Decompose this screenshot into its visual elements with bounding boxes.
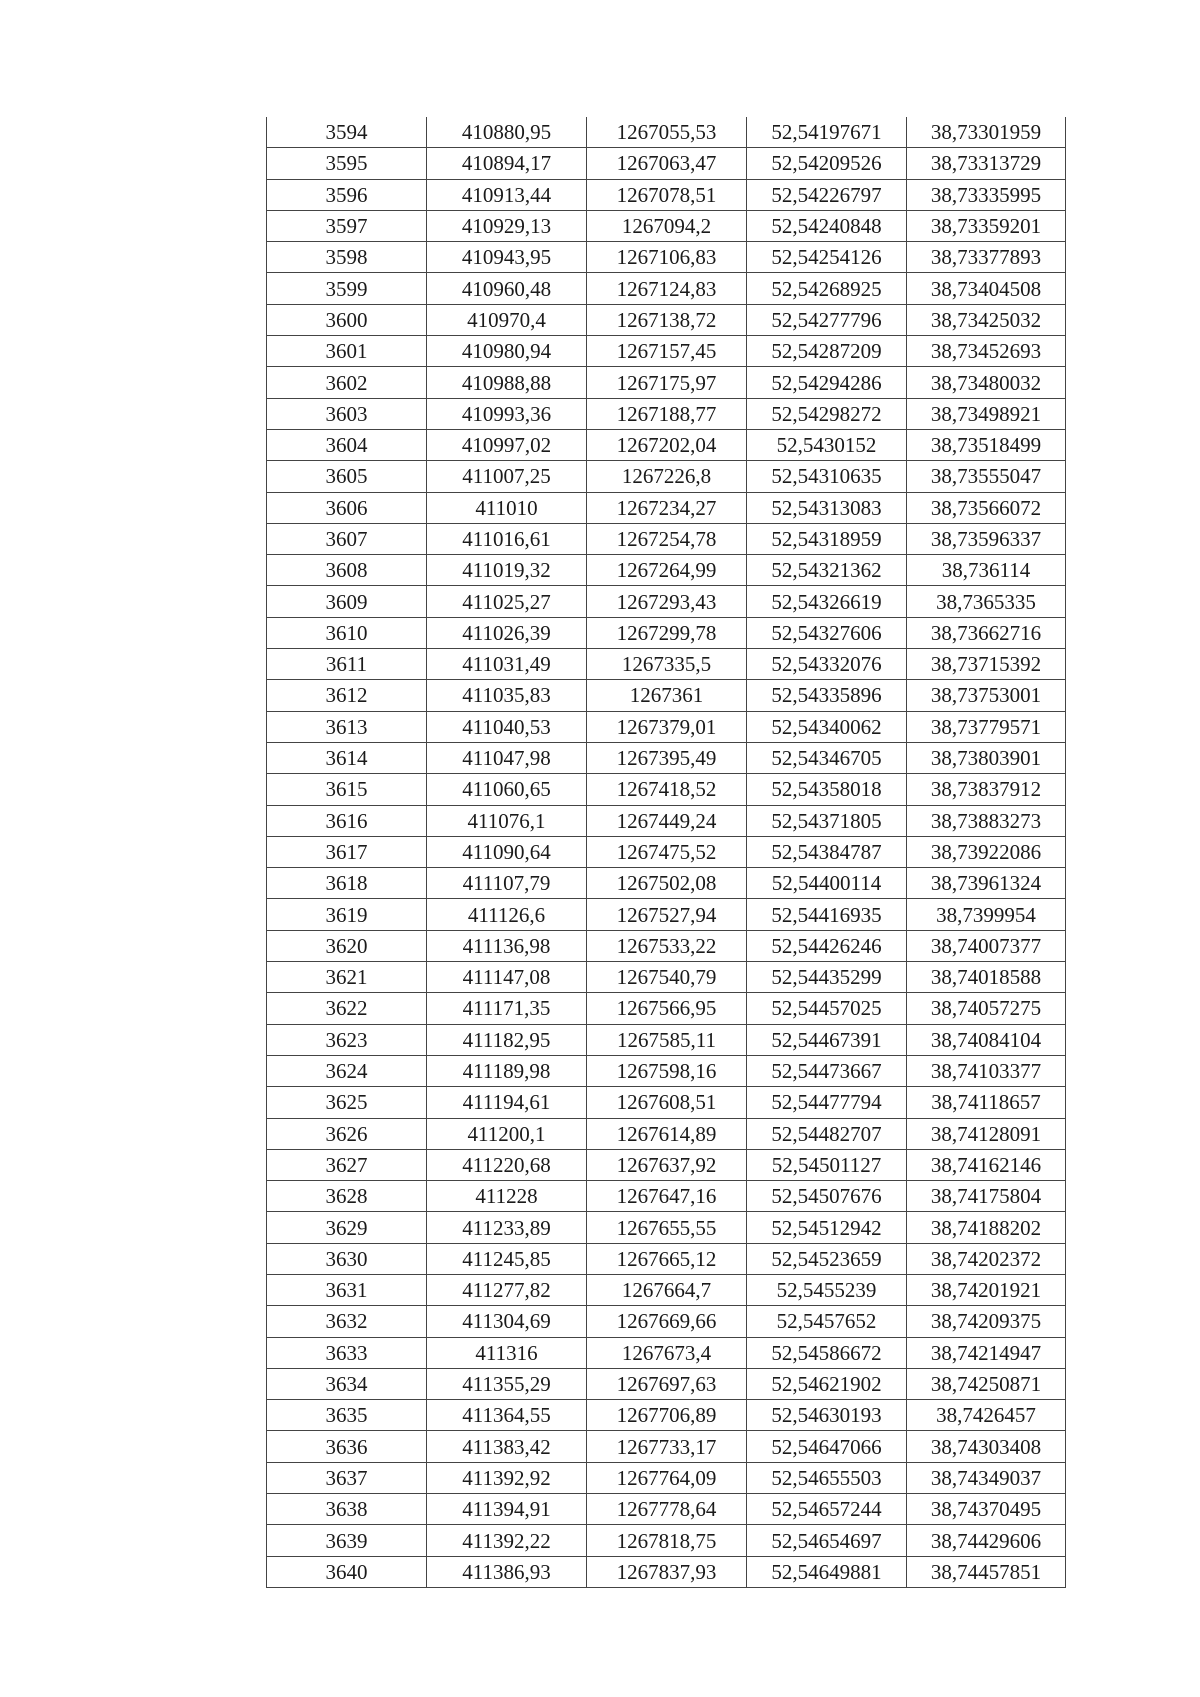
longitude-cell: 38,74128091 [907, 1118, 1066, 1149]
table-row [267, 398, 1066, 429]
point-number-cell: 3610 [267, 617, 427, 648]
y-coordinate-cell: 1267566,95 [587, 993, 747, 1024]
point-number-cell: 3619 [267, 899, 427, 930]
latitude-cell: 52,54346705 [747, 742, 907, 773]
point-number-cell: 3597 [267, 210, 427, 241]
y-coordinate-cell: 1267614,89 [587, 1118, 747, 1149]
point-number-cell: 3634 [267, 1368, 427, 1399]
table-row [267, 304, 1066, 335]
y-coordinate-cell: 1267585,11 [587, 1024, 747, 1055]
latitude-cell: 52,54340062 [747, 711, 907, 742]
x-coordinate-cell: 411126,6 [427, 899, 587, 930]
x-coordinate-cell: 411392,92 [427, 1462, 587, 1493]
table-row [267, 1306, 1066, 1337]
longitude-cell: 38,74214947 [907, 1337, 1066, 1368]
y-coordinate-cell: 1267175,97 [587, 367, 747, 398]
table-row [267, 1055, 1066, 1086]
x-coordinate-cell: 410960,48 [427, 273, 587, 304]
longitude-cell: 38,73452693 [907, 336, 1066, 367]
latitude-cell: 52,54268925 [747, 273, 907, 304]
latitude-cell: 52,54226797 [747, 179, 907, 210]
latitude-cell: 52,5455239 [747, 1274, 907, 1305]
table-row [267, 1087, 1066, 1118]
point-number-cell: 3604 [267, 429, 427, 460]
point-number-cell: 3603 [267, 398, 427, 429]
point-number-cell: 3625 [267, 1087, 427, 1118]
x-coordinate-cell: 411060,65 [427, 774, 587, 805]
latitude-cell: 52,54287209 [747, 336, 907, 367]
latitude-cell: 52,54326619 [747, 586, 907, 617]
point-number-cell: 3629 [267, 1212, 427, 1243]
x-coordinate-cell: 411016,61 [427, 523, 587, 554]
point-number-cell: 3594 [267, 117, 427, 148]
table-row [267, 117, 1066, 148]
latitude-cell: 52,54507676 [747, 1181, 907, 1212]
latitude-cell: 52,54335896 [747, 680, 907, 711]
latitude-cell: 52,54477794 [747, 1087, 907, 1118]
latitude-cell: 52,54254126 [747, 242, 907, 273]
point-number-cell: 3640 [267, 1556, 427, 1587]
table-row [267, 1494, 1066, 1525]
table-row [267, 962, 1066, 993]
table-row [267, 586, 1066, 617]
x-coordinate-cell: 411019,32 [427, 555, 587, 586]
table-row [267, 1337, 1066, 1368]
y-coordinate-cell: 1267733,17 [587, 1431, 747, 1462]
latitude-cell: 52,54457025 [747, 993, 907, 1024]
y-coordinate-cell: 1267637,92 [587, 1149, 747, 1180]
x-coordinate-cell: 411107,79 [427, 868, 587, 899]
x-coordinate-cell: 411026,39 [427, 617, 587, 648]
x-coordinate-cell: 411200,1 [427, 1118, 587, 1149]
longitude-cell: 38,74103377 [907, 1055, 1066, 1086]
x-coordinate-cell: 410993,36 [427, 398, 587, 429]
point-number-cell: 3611 [267, 649, 427, 680]
table-row [267, 210, 1066, 241]
longitude-cell: 38,73313729 [907, 148, 1066, 179]
point-number-cell: 3602 [267, 367, 427, 398]
latitude-cell: 52,54371805 [747, 805, 907, 836]
latitude-cell: 52,54482707 [747, 1118, 907, 1149]
longitude-cell: 38,73335995 [907, 179, 1066, 210]
latitude-cell: 52,54647066 [747, 1431, 907, 1462]
x-coordinate-cell: 411076,1 [427, 805, 587, 836]
latitude-cell: 52,54630193 [747, 1400, 907, 1431]
table-row [267, 680, 1066, 711]
table-row [267, 179, 1066, 210]
longitude-cell: 38,74370495 [907, 1494, 1066, 1525]
x-coordinate-cell: 411007,25 [427, 461, 587, 492]
point-number-cell: 3596 [267, 179, 427, 210]
latitude-cell: 52,54298272 [747, 398, 907, 429]
table-row [267, 461, 1066, 492]
x-coordinate-cell: 411233,89 [427, 1212, 587, 1243]
longitude-cell: 38,73779571 [907, 711, 1066, 742]
point-number-cell: 3624 [267, 1055, 427, 1086]
table-row [267, 1181, 1066, 1212]
point-number-cell: 3618 [267, 868, 427, 899]
longitude-cell: 38,73498921 [907, 398, 1066, 429]
x-coordinate-cell: 410880,95 [427, 117, 587, 148]
latitude-cell: 52,54197671 [747, 117, 907, 148]
point-number-cell: 3635 [267, 1400, 427, 1431]
latitude-cell: 52,54318959 [747, 523, 907, 554]
longitude-cell: 38,73404508 [907, 273, 1066, 304]
y-coordinate-cell: 1267335,5 [587, 649, 747, 680]
x-coordinate-cell: 411047,98 [427, 742, 587, 773]
latitude-cell: 52,5430152 [747, 429, 907, 460]
y-coordinate-cell: 1267361 [587, 680, 747, 711]
point-number-cell: 3595 [267, 148, 427, 179]
y-coordinate-cell: 1267254,78 [587, 523, 747, 554]
x-coordinate-cell: 411394,91 [427, 1494, 587, 1525]
y-coordinate-cell: 1267188,77 [587, 398, 747, 429]
point-number-cell: 3600 [267, 304, 427, 335]
table-row [267, 492, 1066, 523]
longitude-cell: 38,73377893 [907, 242, 1066, 273]
longitude-cell: 38,7399954 [907, 899, 1066, 930]
point-number-cell: 3628 [267, 1181, 427, 1212]
x-coordinate-cell: 411383,42 [427, 1431, 587, 1462]
point-number-cell: 3615 [267, 774, 427, 805]
x-coordinate-cell: 410943,95 [427, 242, 587, 273]
longitude-cell: 38,73922086 [907, 836, 1066, 867]
table-row [267, 1024, 1066, 1055]
point-number-cell: 3623 [267, 1024, 427, 1055]
longitude-cell: 38,74303408 [907, 1431, 1066, 1462]
latitude-cell: 52,54321362 [747, 555, 907, 586]
table-row [267, 836, 1066, 867]
table-row [267, 711, 1066, 742]
latitude-cell: 52,54310635 [747, 461, 907, 492]
y-coordinate-cell: 1267818,75 [587, 1525, 747, 1556]
y-coordinate-cell: 1267078,51 [587, 179, 747, 210]
y-coordinate-cell: 1267264,99 [587, 555, 747, 586]
longitude-cell: 38,74057275 [907, 993, 1066, 1024]
point-number-cell: 3606 [267, 492, 427, 523]
x-coordinate-cell: 411010 [427, 492, 587, 523]
table-row [267, 1212, 1066, 1243]
table-row [267, 242, 1066, 273]
longitude-cell: 38,74349037 [907, 1462, 1066, 1493]
table-row [267, 1368, 1066, 1399]
table-row [267, 1149, 1066, 1180]
y-coordinate-cell: 1267063,47 [587, 148, 747, 179]
x-coordinate-cell: 411136,98 [427, 930, 587, 961]
y-coordinate-cell: 1267669,66 [587, 1306, 747, 1337]
longitude-cell: 38,74202372 [907, 1243, 1066, 1274]
longitude-cell: 38,73837912 [907, 774, 1066, 805]
latitude-cell: 52,54657244 [747, 1494, 907, 1525]
table-row [267, 336, 1066, 367]
point-number-cell: 3632 [267, 1306, 427, 1337]
table-row [267, 429, 1066, 460]
latitude-cell: 52,54621902 [747, 1368, 907, 1399]
point-number-cell: 3622 [267, 993, 427, 1024]
x-coordinate-cell: 410929,13 [427, 210, 587, 241]
y-coordinate-cell: 1267138,72 [587, 304, 747, 335]
longitude-cell: 38,74188202 [907, 1212, 1066, 1243]
latitude-cell: 52,54649881 [747, 1556, 907, 1587]
y-coordinate-cell: 1267673,4 [587, 1337, 747, 1368]
table-row [267, 367, 1066, 398]
latitude-cell: 52,54332076 [747, 649, 907, 680]
longitude-cell: 38,74007377 [907, 930, 1066, 961]
y-coordinate-cell: 1267533,22 [587, 930, 747, 961]
latitude-cell: 52,54209526 [747, 148, 907, 179]
point-number-cell: 3621 [267, 962, 427, 993]
y-coordinate-cell: 1267449,24 [587, 805, 747, 836]
x-coordinate-cell: 411147,08 [427, 962, 587, 993]
latitude-cell: 52,54655503 [747, 1462, 907, 1493]
latitude-cell: 52,54416935 [747, 899, 907, 930]
longitude-cell: 38,73715392 [907, 649, 1066, 680]
table-row [267, 617, 1066, 648]
latitude-cell: 52,54467391 [747, 1024, 907, 1055]
y-coordinate-cell: 1267697,63 [587, 1368, 747, 1399]
x-coordinate-cell: 410988,88 [427, 367, 587, 398]
longitude-cell: 38,74084104 [907, 1024, 1066, 1055]
latitude-cell: 52,54586672 [747, 1337, 907, 1368]
y-coordinate-cell: 1267540,79 [587, 962, 747, 993]
longitude-cell: 38,73662716 [907, 617, 1066, 648]
table-row [267, 1118, 1066, 1149]
latitude-cell: 52,54501127 [747, 1149, 907, 1180]
longitude-cell: 38,73803901 [907, 742, 1066, 773]
y-coordinate-cell: 1267837,93 [587, 1556, 747, 1587]
point-number-cell: 3598 [267, 242, 427, 273]
x-coordinate-cell: 411040,53 [427, 711, 587, 742]
longitude-cell: 38,74201921 [907, 1274, 1066, 1305]
table-row [267, 1556, 1066, 1587]
point-number-cell: 3614 [267, 742, 427, 773]
longitude-cell: 38,73480032 [907, 367, 1066, 398]
longitude-cell: 38,7426457 [907, 1400, 1066, 1431]
longitude-cell: 38,73961324 [907, 868, 1066, 899]
latitude-cell: 52,54523659 [747, 1243, 907, 1274]
y-coordinate-cell: 1267157,45 [587, 336, 747, 367]
table-row [267, 1400, 1066, 1431]
point-number-cell: 3605 [267, 461, 427, 492]
x-coordinate-cell: 411090,64 [427, 836, 587, 867]
x-coordinate-cell: 411355,29 [427, 1368, 587, 1399]
point-number-cell: 3633 [267, 1337, 427, 1368]
y-coordinate-cell: 1267293,43 [587, 586, 747, 617]
table-row [267, 1525, 1066, 1556]
longitude-cell: 38,736114 [907, 555, 1066, 586]
x-coordinate-cell: 411194,61 [427, 1087, 587, 1118]
longitude-cell: 38,73555047 [907, 461, 1066, 492]
table-row [267, 555, 1066, 586]
table-row [267, 774, 1066, 805]
longitude-cell: 38,74429606 [907, 1525, 1066, 1556]
x-coordinate-cell: 411189,98 [427, 1055, 587, 1086]
longitude-cell: 38,74118657 [907, 1087, 1066, 1118]
latitude-cell: 52,54473667 [747, 1055, 907, 1086]
table-row [267, 868, 1066, 899]
point-number-cell: 3608 [267, 555, 427, 586]
longitude-cell: 38,73301959 [907, 117, 1066, 148]
latitude-cell: 52,54384787 [747, 836, 907, 867]
point-number-cell: 3601 [267, 336, 427, 367]
x-coordinate-cell: 411228 [427, 1181, 587, 1212]
latitude-cell: 52,54277796 [747, 304, 907, 335]
x-coordinate-cell: 411277,82 [427, 1274, 587, 1305]
table-row [267, 993, 1066, 1024]
point-number-cell: 3637 [267, 1462, 427, 1493]
latitude-cell: 52,54400114 [747, 868, 907, 899]
longitude-cell: 38,73425032 [907, 304, 1066, 335]
point-number-cell: 3617 [267, 836, 427, 867]
y-coordinate-cell: 1267299,78 [587, 617, 747, 648]
y-coordinate-cell: 1267647,16 [587, 1181, 747, 1212]
y-coordinate-cell: 1267475,52 [587, 836, 747, 867]
point-number-cell: 3616 [267, 805, 427, 836]
x-coordinate-cell: 411171,35 [427, 993, 587, 1024]
longitude-cell: 38,73566072 [907, 492, 1066, 523]
x-coordinate-cell: 411392,22 [427, 1525, 587, 1556]
point-number-cell: 3631 [267, 1274, 427, 1305]
x-coordinate-cell: 411386,93 [427, 1556, 587, 1587]
point-number-cell: 3620 [267, 930, 427, 961]
x-coordinate-cell: 410913,44 [427, 179, 587, 210]
latitude-cell: 52,5457652 [747, 1306, 907, 1337]
table-row [267, 148, 1066, 179]
point-number-cell: 3627 [267, 1149, 427, 1180]
point-number-cell: 3626 [267, 1118, 427, 1149]
latitude-cell: 52,54654697 [747, 1525, 907, 1556]
latitude-cell: 52,54426246 [747, 930, 907, 961]
y-coordinate-cell: 1267665,12 [587, 1243, 747, 1274]
x-coordinate-cell: 410894,17 [427, 148, 587, 179]
longitude-cell: 38,73596337 [907, 523, 1066, 554]
table-row [267, 1431, 1066, 1462]
longitude-cell: 38,74209375 [907, 1306, 1066, 1337]
point-number-cell: 3599 [267, 273, 427, 304]
latitude-cell: 52,54512942 [747, 1212, 907, 1243]
table-row [267, 649, 1066, 680]
latitude-cell: 52,54358018 [747, 774, 907, 805]
x-coordinate-cell: 411031,49 [427, 649, 587, 680]
y-coordinate-cell: 1267202,04 [587, 429, 747, 460]
table-row [267, 1274, 1066, 1305]
table-row [267, 805, 1066, 836]
x-coordinate-cell: 411182,95 [427, 1024, 587, 1055]
longitude-cell: 38,73359201 [907, 210, 1066, 241]
point-number-cell: 3638 [267, 1494, 427, 1525]
x-coordinate-cell: 411025,27 [427, 586, 587, 617]
y-coordinate-cell: 1267764,09 [587, 1462, 747, 1493]
table-row [267, 1243, 1066, 1274]
table-row [267, 899, 1066, 930]
point-number-cell: 3636 [267, 1431, 427, 1462]
point-number-cell: 3630 [267, 1243, 427, 1274]
longitude-cell: 38,74250871 [907, 1368, 1066, 1399]
y-coordinate-cell: 1267395,49 [587, 742, 747, 773]
table-row [267, 742, 1066, 773]
coordinates-table-body [267, 117, 1066, 1587]
point-number-cell: 3609 [267, 586, 427, 617]
x-coordinate-cell: 411364,55 [427, 1400, 587, 1431]
longitude-cell: 38,7365335 [907, 586, 1066, 617]
point-number-cell: 3607 [267, 523, 427, 554]
longitude-cell: 38,73883273 [907, 805, 1066, 836]
y-coordinate-cell: 1267124,83 [587, 273, 747, 304]
y-coordinate-cell: 1267778,64 [587, 1494, 747, 1525]
y-coordinate-cell: 1267106,83 [587, 242, 747, 273]
y-coordinate-cell: 1267418,52 [587, 774, 747, 805]
y-coordinate-cell: 1267234,27 [587, 492, 747, 523]
x-coordinate-cell: 410980,94 [427, 336, 587, 367]
longitude-cell: 38,74018588 [907, 962, 1066, 993]
table-row [267, 1462, 1066, 1493]
point-number-cell: 3612 [267, 680, 427, 711]
latitude-cell: 52,54435299 [747, 962, 907, 993]
y-coordinate-cell: 1267608,51 [587, 1087, 747, 1118]
longitude-cell: 38,73518499 [907, 429, 1066, 460]
x-coordinate-cell: 410997,02 [427, 429, 587, 460]
y-coordinate-cell: 1267598,16 [587, 1055, 747, 1086]
latitude-cell: 52,54313083 [747, 492, 907, 523]
latitude-cell: 52,54294286 [747, 367, 907, 398]
x-coordinate-cell: 411220,68 [427, 1149, 587, 1180]
table-row [267, 930, 1066, 961]
y-coordinate-cell: 1267527,94 [587, 899, 747, 930]
y-coordinate-cell: 1267664,7 [587, 1274, 747, 1305]
point-number-cell: 3613 [267, 711, 427, 742]
x-coordinate-cell: 411035,83 [427, 680, 587, 711]
point-number-cell: 3639 [267, 1525, 427, 1556]
y-coordinate-cell: 1267226,8 [587, 461, 747, 492]
y-coordinate-cell: 1267502,08 [587, 868, 747, 899]
y-coordinate-cell: 1267379,01 [587, 711, 747, 742]
y-coordinate-cell: 1267706,89 [587, 1400, 747, 1431]
coordinates-table [266, 117, 1066, 1588]
longitude-cell: 38,74162146 [907, 1149, 1066, 1180]
x-coordinate-cell: 410970,4 [427, 304, 587, 335]
table-row [267, 273, 1066, 304]
longitude-cell: 38,73753001 [907, 680, 1066, 711]
x-coordinate-cell: 411304,69 [427, 1306, 587, 1337]
latitude-cell: 52,54327606 [747, 617, 907, 648]
y-coordinate-cell: 1267655,55 [587, 1212, 747, 1243]
x-coordinate-cell: 411316 [427, 1337, 587, 1368]
y-coordinate-cell: 1267055,53 [587, 117, 747, 148]
longitude-cell: 38,74457851 [907, 1556, 1066, 1587]
y-coordinate-cell: 1267094,2 [587, 210, 747, 241]
longitude-cell: 38,74175804 [907, 1181, 1066, 1212]
latitude-cell: 52,54240848 [747, 210, 907, 241]
table-row [267, 523, 1066, 554]
x-coordinate-cell: 411245,85 [427, 1243, 587, 1274]
